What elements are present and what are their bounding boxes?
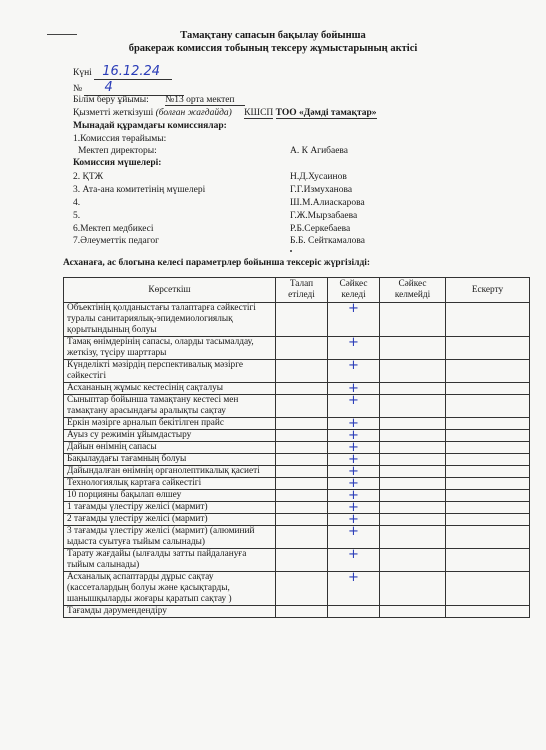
noncompliant-cell: [380, 490, 446, 502]
table-row: [64, 395, 530, 418]
required-cell: [276, 549, 328, 572]
table-row: [64, 526, 530, 549]
date-value: 16.12.24: [94, 64, 172, 80]
member-name: Б.Б. Сейткамалова: [290, 236, 365, 246]
member-name: Г.Ж.Мырзабаева: [290, 211, 358, 221]
note-cell: [446, 303, 530, 337]
compliant-mark: +: [328, 442, 380, 454]
required-cell: [276, 430, 328, 442]
note-cell: [446, 454, 530, 466]
supplier-note: (болған жағдайда): [155, 108, 232, 118]
note-cell: [446, 549, 530, 572]
indicator-cell: Объектінің қолданыстағы талаптарға сәйкестігі туралы санитариялық-эпидемиологиялық қорытындының болуы: [64, 303, 276, 337]
school-label: Білім беру ұйымы:: [73, 95, 149, 105]
table-row: [64, 383, 530, 395]
header-indicator: Көрсеткіш: [64, 278, 276, 303]
noncompliant-cell: [380, 606, 446, 618]
noncompliant-cell: [380, 395, 446, 418]
required-cell: [276, 466, 328, 478]
ink-dot: [290, 250, 292, 252]
note-cell: [446, 418, 530, 430]
compliant-mark: [328, 606, 380, 618]
supplier-row: [73, 108, 377, 119]
indicator-cell: Бақылаудағы тағамның болуы: [64, 454, 276, 466]
compliant-mark: +: [328, 303, 380, 337]
member-role: 6.Мектеп медбикесі: [73, 224, 154, 234]
table-row: [64, 430, 530, 442]
noncompliant-cell: [380, 514, 446, 526]
table-row: [64, 549, 530, 572]
noncompliant-cell: [380, 572, 446, 606]
note-cell: [446, 478, 530, 490]
note-cell: [446, 430, 530, 442]
noncompliant-cell: [380, 430, 446, 442]
table-header-row: [64, 278, 530, 303]
note-cell: [446, 383, 530, 395]
table-row: [64, 442, 530, 454]
number-label: №: [73, 84, 83, 94]
indicator-cell: 1 тағамды үлестіру желісі (мармит): [64, 502, 276, 514]
required-cell: [276, 514, 328, 526]
member-role: 3. Ата-ана комитетінің мүшелері: [73, 185, 206, 195]
header-noncompliant: Сәйкес келмейді: [380, 278, 446, 303]
required-cell: [276, 526, 328, 549]
compliant-mark: +: [328, 466, 380, 478]
indicator-cell: Тамақ өнімдерінің сапасы, оларды тасымалдау, жеткізу, түсіру шарттары: [64, 337, 276, 360]
table-row: [64, 572, 530, 606]
table-row: [64, 490, 530, 502]
school-value: №13 орта мектеп: [165, 95, 245, 106]
table-row: [64, 502, 530, 514]
required-cell: [276, 303, 328, 337]
indicator-cell: Технологиялық картаға сәйкестігі: [64, 478, 276, 490]
indicator-cell: Еркін мәзірге арналып бекітілген прайс: [64, 418, 276, 430]
table-row: [64, 303, 530, 337]
member-name: Ш.М.Алиаскарова: [290, 198, 365, 208]
required-cell: [276, 478, 328, 490]
note-cell: [446, 466, 530, 478]
number-row: [73, 80, 184, 96]
noncompliant-cell: [380, 383, 446, 395]
required-cell: [276, 383, 328, 395]
indicator-cell: Күнделікті мәзірдің перспективалық мәзірге сәйкестігі: [64, 360, 276, 383]
school-row: [73, 95, 245, 106]
noncompliant-cell: [380, 466, 446, 478]
required-cell: [276, 395, 328, 418]
compliant-mark: +: [328, 360, 380, 383]
compliant-mark: +: [328, 490, 380, 502]
compliant-mark: +: [328, 418, 380, 430]
indicator-cell: Асхананың жұмыс кестесінің сақталуы: [64, 383, 276, 395]
date-label: Күні: [73, 68, 92, 78]
check-heading: Асханаға, ас блогына келесі параметрлер бойынша тексеріс жүргізілді:: [63, 258, 371, 268]
indicator-cell: Дайын өнімнің сапасы: [64, 442, 276, 454]
supplier-label: Қызметті жеткізуші: [73, 108, 154, 118]
chair-heading: 1.Комиссия төрайымы:: [73, 134, 167, 144]
noncompliant-cell: [380, 549, 446, 572]
compliant-mark: +: [328, 549, 380, 572]
compliant-mark: +: [328, 478, 380, 490]
required-cell: [276, 360, 328, 383]
noncompliant-cell: [380, 478, 446, 490]
indicator-cell: 10 порцияны бақылап өлшеу: [64, 490, 276, 502]
compliant-mark: +: [328, 454, 380, 466]
table-row: [64, 478, 530, 490]
required-cell: [276, 442, 328, 454]
header-compliant: Сәйкес келеді: [328, 278, 380, 303]
document-title-line2: бракераж комиссия тобының тексеру жұмыстарының актісі: [128, 43, 418, 54]
header-required: Талап етіледі: [276, 278, 328, 303]
noncompliant-cell: [380, 303, 446, 337]
table-row: [64, 360, 530, 383]
compliant-mark: +: [328, 395, 380, 418]
required-cell: [276, 490, 328, 502]
header-note: Ескерту: [446, 278, 530, 303]
noncompliant-cell: [380, 526, 446, 549]
document-title-line1: Тамақтану сапасын бақылау бойынша: [180, 30, 366, 41]
member-role: 7.Әлеуметтік педагог: [73, 236, 160, 246]
required-cell: [276, 454, 328, 466]
compliant-mark: +: [328, 514, 380, 526]
members-heading: Комиссия мүшелері:: [73, 158, 162, 168]
indicator-cell: Ауыз су режимін ұйымдастыру: [64, 430, 276, 442]
note-cell: [446, 514, 530, 526]
indicator-cell: Тағамды дәрумендендіру: [64, 606, 276, 618]
required-cell: [276, 418, 328, 430]
director-name: А. К Агибаева: [290, 146, 349, 156]
required-cell: [276, 572, 328, 606]
table-row: [64, 514, 530, 526]
indicator-cell: 2 тағамды үлестіру желісі (мармит): [64, 514, 276, 526]
note-cell: [446, 490, 530, 502]
noncompliant-cell: [380, 454, 446, 466]
indicator-cell: 3 тағамды үлестіру желісі (мармит) (алюминий ыдыста суытуға тыйым салынады): [64, 526, 276, 549]
member-name: Г.Г.Измуханова: [290, 185, 353, 195]
table-row: [64, 466, 530, 478]
table-row: [64, 337, 530, 360]
required-cell: [276, 337, 328, 360]
supplier-type: КШСП: [244, 108, 274, 118]
indicator-cell: Дайындалған өнімнің органолептикалық қасиеті: [64, 466, 276, 478]
note-cell: [446, 395, 530, 418]
member-role: 2. ҚТЖ: [73, 172, 104, 182]
supplier-value: ТОО «Дәмді тамақтар»: [275, 108, 377, 118]
noncompliant-cell: [380, 337, 446, 360]
noncompliant-cell: [380, 418, 446, 430]
indicator-cell: Тарату жағдайы (ылғалды затты пайдалануға тыйым салынады): [64, 549, 276, 572]
member-role: 4.: [73, 198, 81, 208]
noncompliant-cell: [380, 502, 446, 514]
noncompliant-cell: [380, 360, 446, 383]
table-row: [64, 454, 530, 466]
required-cell: [276, 606, 328, 618]
note-cell: [446, 360, 530, 383]
required-cell: [276, 502, 328, 514]
date-row: [73, 64, 172, 80]
compliant-mark: +: [328, 526, 380, 549]
note-cell: [446, 526, 530, 549]
director-label: Мектеп директоры:: [78, 146, 157, 156]
note-cell: [446, 442, 530, 454]
table-row: [64, 418, 530, 430]
compliant-mark: +: [328, 337, 380, 360]
note-cell: [446, 606, 530, 618]
note-cell: [446, 337, 530, 360]
inspection-table: [63, 277, 530, 618]
number-value: 4: [84, 80, 184, 96]
compliant-mark: +: [328, 383, 380, 395]
indicator-cell: Сыныптар бойынша тамақтану кестесі мен тамақтану арасындағы аралықты сақтау: [64, 395, 276, 418]
member-role: 5.: [73, 211, 81, 221]
compliant-mark: +: [328, 430, 380, 442]
member-name: Н.Д.Хусаинов: [290, 172, 347, 182]
indicator-cell: Асханалық аспаптарды дұрыс сақтау (кассеталардың болуы және қасықтарды, шанышқыларды жоғары қаратып сақтау ): [64, 572, 276, 606]
note-cell: [446, 572, 530, 606]
compliant-mark: +: [328, 502, 380, 514]
member-name: Р.Б.Серкебаева: [290, 224, 351, 234]
table-row: [64, 606, 530, 618]
noncompliant-cell: [380, 442, 446, 454]
composition-heading: Мынадай құрамдағы комиссиялар:: [73, 121, 227, 131]
note-cell: [446, 502, 530, 514]
compliant-mark: +: [328, 572, 380, 606]
